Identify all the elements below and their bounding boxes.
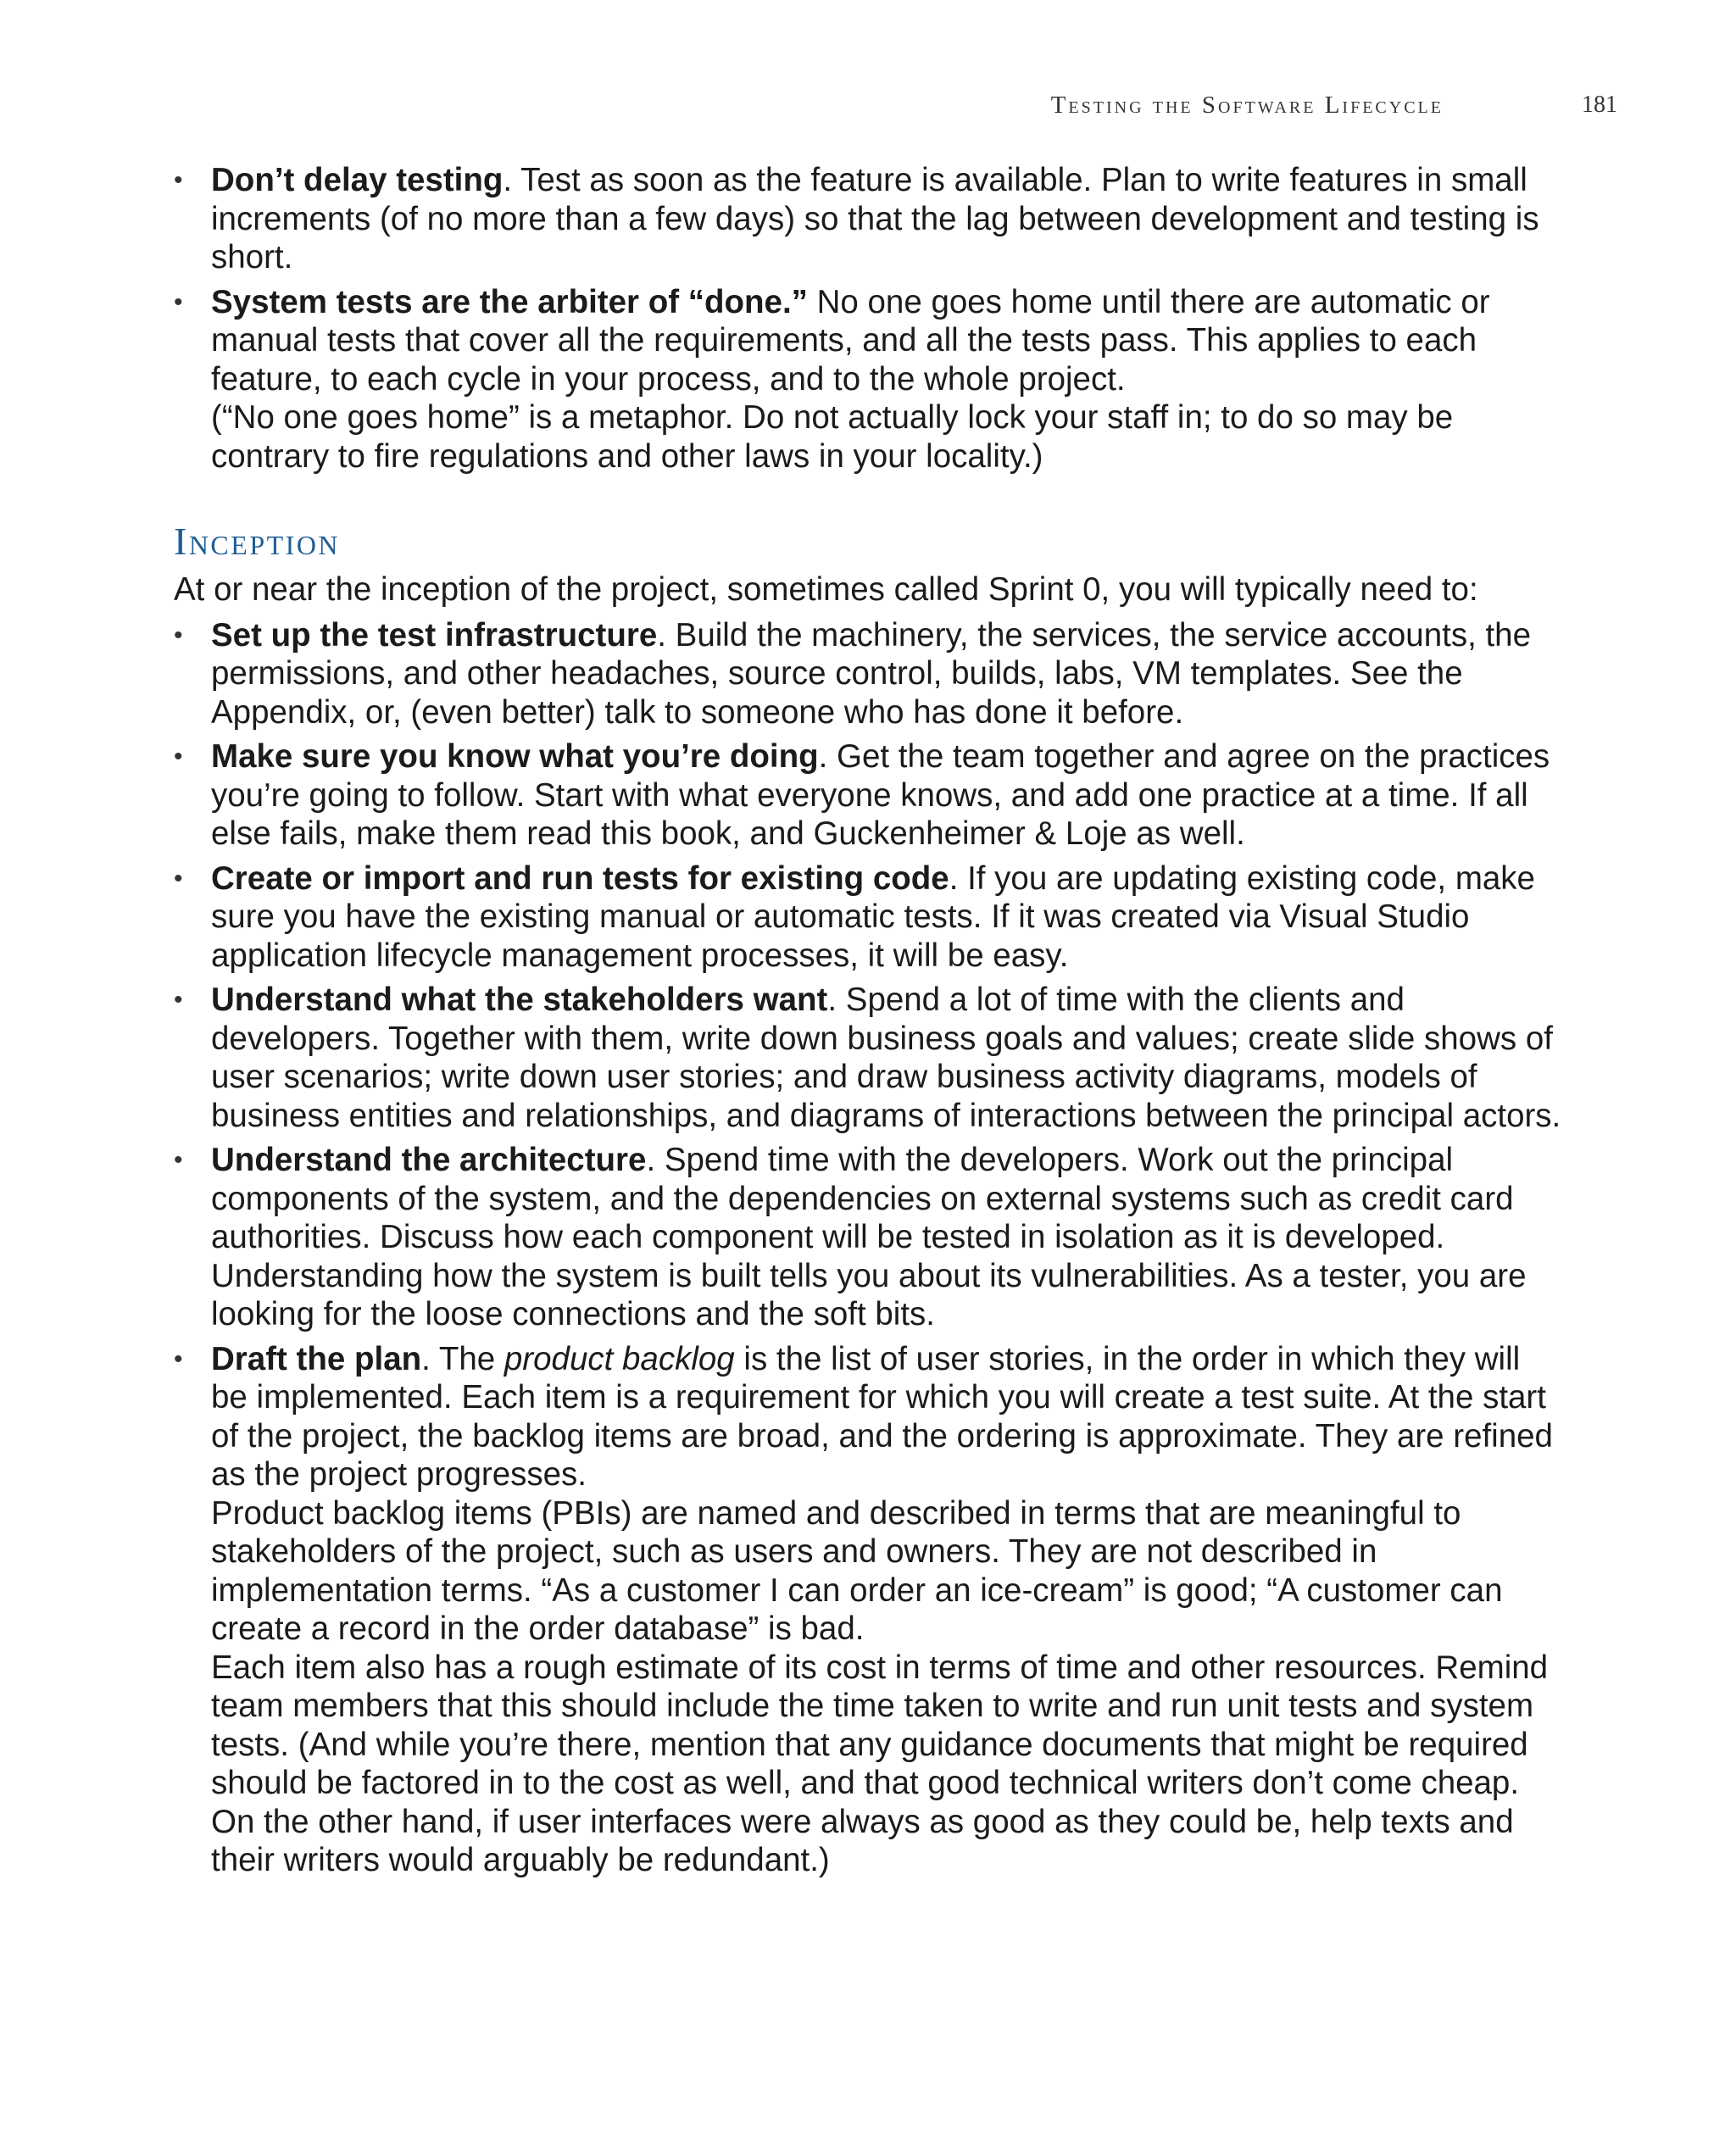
bullet-lead: System tests are the arbiter of “done.” [211,283,808,320]
section-heading-inception: Inception [174,520,341,563]
list-item [174,1141,1564,1334]
page-number: 181 [1582,92,1617,118]
list-item [174,616,1564,732]
bullet-extra-paragraph: Product backlog items (PBIs) are named and described in terms that are meaningful to stakeholders of the project, such as users and owners. They are not described in implementation terms. “As a customer I can order an ice-cream” is good; “A customer can create a record in the order database” is bad. [211,1494,1503,1647]
list-item [174,283,1564,476]
bullet-lead: Understand what the stakeholders want [211,982,828,1018]
bullet-text: . Get the team together and agree on the practices you’re going to follow. Start with what everyone knows, and add one practice at a time. If all else fails, make them read this book, and Guckenheimer & Loje as well. [211,738,1550,852]
bullet-lead: Make sure you know what you’re doing [211,738,819,775]
list-item [174,161,1564,277]
bullet-lead: Understand the architecture [211,1142,647,1178]
bullet-text: . Build the machinery, the services, the service accounts, the permissions, and other headaches, source control, builds, labs, VM templates. See the Appendix, or, (even better) talk to someone who has done it before. [211,616,1531,731]
list-item [174,737,1564,854]
bullet-lead: Create or import and run tests for existing code [211,859,949,897]
bullet-text: . The [421,1340,504,1377]
bullet-text: . Spend a lot of time with the clients and developers. Together with them, write down business goals and values; create slide shows of user scenarios; write down user stories; and draw business activity diagrams, models of business entities and relationships, and diagrams of interactions between the principal actors. [211,982,1561,1134]
bullet-text: is the list of user stories, in the order in which they will be implemented. Each item is a requirement for which you will create a test suite. At the start of the project, the backlog items are broad, and the ordering is approximate. They are refined as the project progresses. [211,1340,1553,1493]
bullet-extra-paragraph: Each item also has a rough estimate of its cost in terms of time and other resources. Remind team members that this should include the time taken to write and run unit tests and system tests. (And while you’re there, mention that any guidance documents that might be required should be factored in to the cost as well, and that good technical writers don’t come cheap. On the other hand, if user interfaces were always as good as they could be, help texts and their writers would arguably be redundant.) [211,1649,1549,1878]
bullet-text: No one goes home until there are automatic or manual tests that cover all the requirements, and all the tests pass. This applies to each feature, to each cycle in your process, and to the whole project. [211,283,1490,398]
bullet-extra-paragraph: (“No one goes home” is a metaphor. Do not actually lock your staff in; to do so may be contrary to fire regulations and other laws in your locality.) [211,399,1454,475]
list-item [174,1340,1564,1880]
bullet-lead: Don’t delay testing [211,162,504,198]
bullet-lead: Set up the test infrastructure [211,616,658,654]
list-item [174,859,1564,976]
section-intro: At or near the inception of the project, sometimes called Sprint 0, you will typically need to: [174,571,1478,608]
bullet-text: . If you are updating existing code, make sure you have the existing manual or automatic tests. If it was created via Visual Studio application lifecycle management processes, it will be easy. [211,859,1535,974]
running-title: Testing the Software Lifecycle [1050,92,1444,119]
bullet-lead: Draft the plan [211,1340,422,1377]
term-product-backlog: product backlog [504,1340,735,1377]
top-bullet-list [174,161,1564,476]
bullet-text: . Test as soon as the feature is available. Plan to write features in small increments (of no more than a few days) so that the lag between development and testing is short. [211,162,1539,275]
page-body [174,161,1564,1886]
running-head [92,92,1617,125]
bullet-text: . Spend time with the developers. Work out the principal components of the system, and the dependencies on external systems such as credit card authorities. Discuss how each component will be tested in isolation as it is developed. Understanding how the system is built tells you about its vulnerabilities. As a tester, you are looking for the loose connections and the soft bits. [211,1142,1527,1332]
list-item [174,981,1564,1135]
inception-bullet-list [174,616,1564,1880]
